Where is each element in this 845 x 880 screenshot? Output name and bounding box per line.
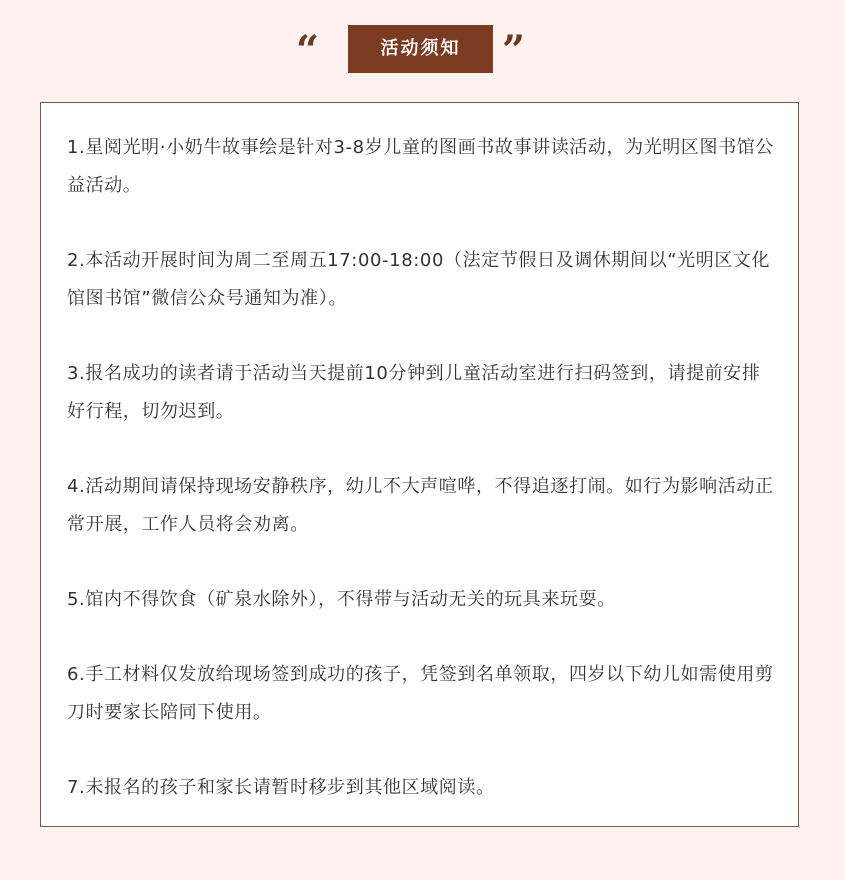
notice-item-6: 6.手工材料仅发放给现场签到成功的孩子，凭签到名单领取，四岁以下幼儿如需使用剪刀时要家长陪同下使用。: [67, 664, 774, 723]
notice-header: [0, 25, 845, 73]
open-quote-mark: “: [296, 27, 320, 74]
notice-item-4: 4.活动期间请保持现场安静秩序，幼儿不大声喧哗，不得追逐打闹。如行为影响活动正常开展，工作人员将会劝离。: [67, 476, 774, 535]
notice-item-1: 1.星阅光明·小奶牛故事绘是针对3-8岁儿童的图画书故事讲读活动，为光明区图书馆公益活动。: [67, 137, 774, 196]
notice-item-5: 5.馆内不得饮食（矿泉水除外），不得带与活动无关的玩具来玩耍。: [67, 589, 616, 610]
notice-item-2: 2.本活动开展时间为周二至周五17:00-18:00（法定节假日及调休期间以“光明区文化馆图书馆”微信公众号通知为准）。: [67, 250, 771, 309]
page-title: 活动须知: [348, 25, 493, 73]
close-quote-mark: ”: [502, 27, 526, 74]
notice-list: [40, 102, 799, 827]
notice-item-3: 3.报名成功的读者请于活动当天提前10分钟到儿童活动室进行扫码签到，请提前安排好行程，切勿迟到。: [67, 363, 761, 422]
notice-item-7: 7.未报名的孩子和家长请暂时移步到其他区域阅读。: [67, 777, 495, 798]
